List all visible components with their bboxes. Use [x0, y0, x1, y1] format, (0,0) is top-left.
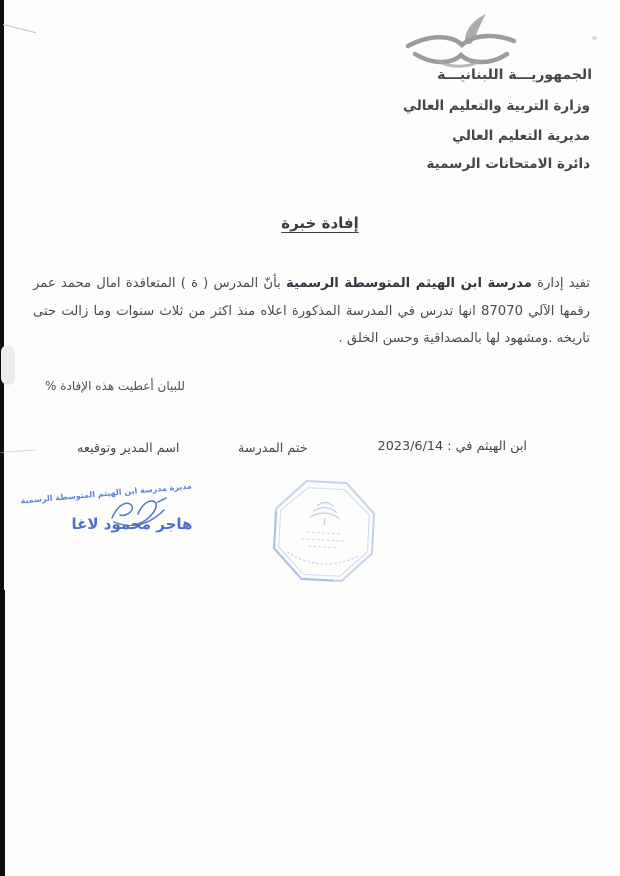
open-book-logo-icon	[399, 13, 525, 71]
body-line-3: تاريخه .ومشهود لها بالمصداقية وحسن الخلق .	[338, 331, 590, 346]
scan-smudge-artifact	[1, 345, 15, 385]
header-directorate-line: مديرية التعليم العالي	[452, 128, 590, 144]
scan-hairline-artifact	[3, 24, 36, 33]
scan-fold-artifact	[0, 449, 38, 453]
body-line-1-rest: بأنّ المدرس ( ة ) المتعاقدة امال محمد عمر	[33, 276, 286, 291]
header-republic-line: الجمهوريـــة اللبنانيـــة	[437, 67, 592, 83]
body-line-1	[33, 276, 590, 298]
body-line-1-pre: تفيد إدارة	[531, 276, 590, 291]
school-stamp-label: ختم المدرسة	[238, 441, 308, 456]
director-signature-name: هاجر محمود لاغا	[71, 515, 193, 533]
signature-role-title: مديرة مدرسة ابن الهيثم المتوسطة الرسمية	[20, 481, 193, 506]
scan-speck-artifact	[592, 36, 597, 40]
document-title: إفادة خبرة	[281, 214, 359, 232]
school-name-bold: مدرسة ابن الهيثم المتوسطة الرسمية	[285, 276, 532, 291]
director-name-label: اسم المدير وتوقيعه	[77, 441, 180, 456]
cedar-emblem-icon	[309, 502, 340, 526]
body-line-2: رقمها الآلي 87070 انها تدرس في المدرسة المذكورة اعلاه منذ اكثر من ثلاث سنوات وما زالت حتى	[33, 304, 590, 319]
issuance-statement: للبيان أعطيت هذه الإفادة %	[45, 379, 185, 393]
scan-edge-artifact	[0, 590, 5, 876]
school-stamp-icon	[263, 473, 385, 591]
place-and-date: ابن الهيثم في : 2023/6/14	[377, 439, 527, 454]
header-department-line: دائرة الامتحانات الرسمية	[426, 156, 590, 172]
header-ministry-line: وزارة التربية والتعليم العالي	[403, 98, 590, 114]
